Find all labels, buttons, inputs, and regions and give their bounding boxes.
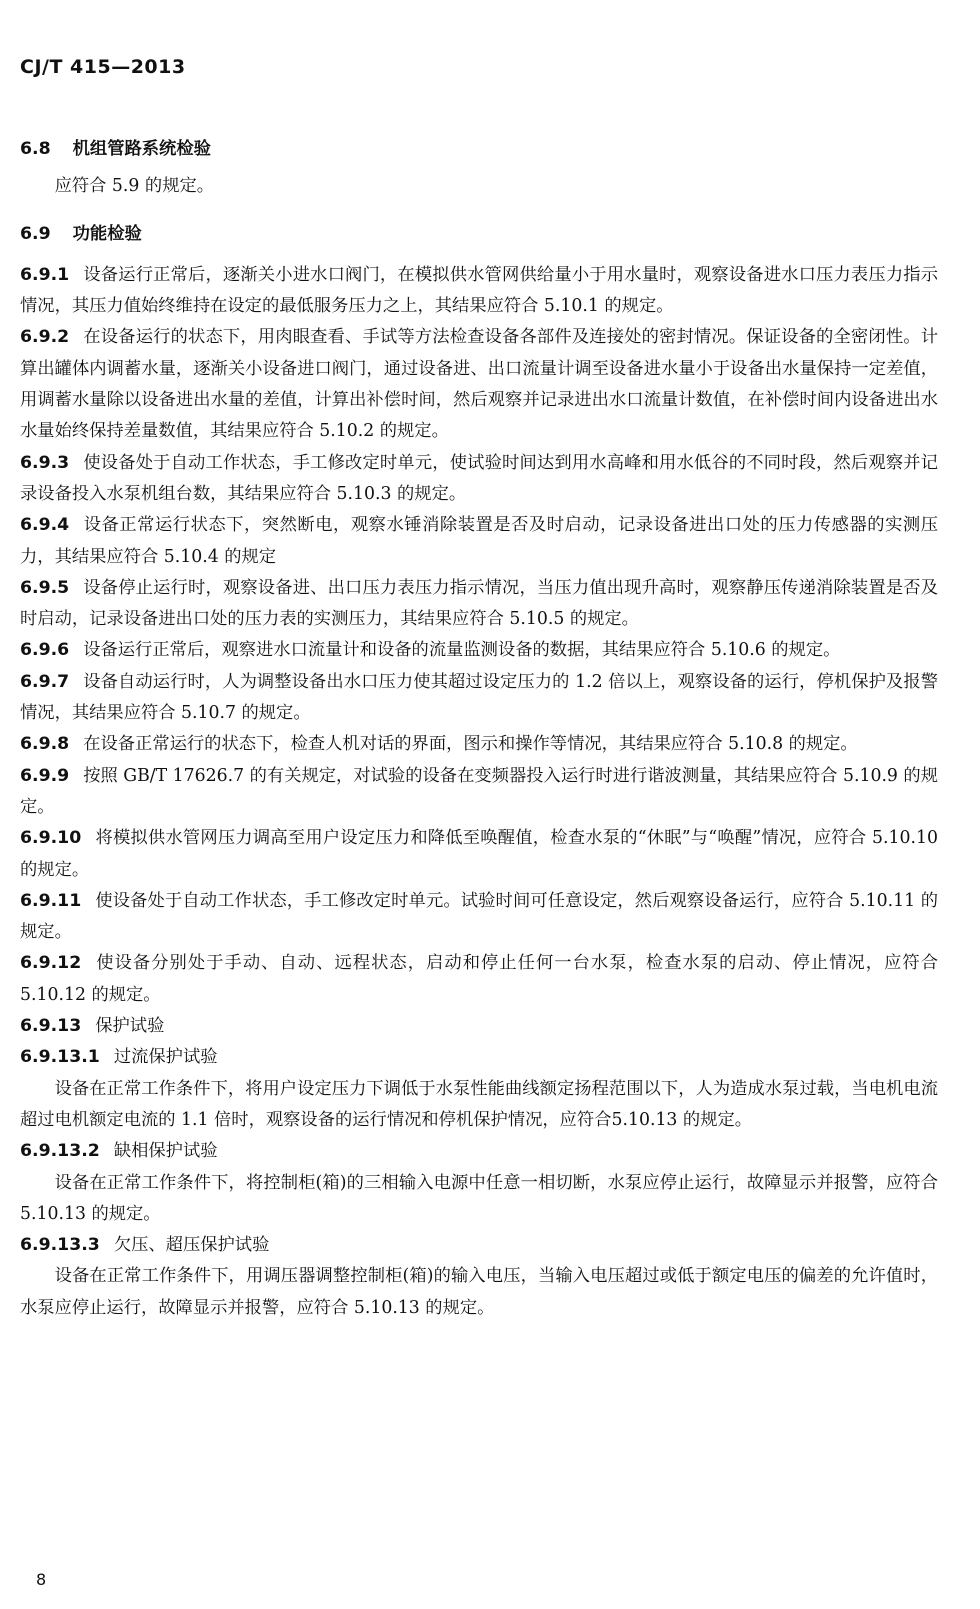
clause-text: 在设备正常运行的状态下，检查人机对话的界面，图示和操作等情况，其结果应符合 5.10.8 的规定。	[83, 734, 858, 755]
clause-number: 6.9.6	[20, 640, 70, 661]
clause-text: 按照 GB/T 17626.7 的有关规定，对试验的设备在变频器投入运行时进行谐波测量，其结果应符合 5.10.9 的规定。	[20, 765, 938, 817]
subclause-text: 设备在正常工作条件下，将控制柜(箱)的三相输入电源中任意一相切断，水泵应停止运行，故障显示并报警，应符合 5.10.13 的规定。	[20, 1172, 938, 1224]
clause-number: 6.9.1	[20, 264, 70, 285]
subclause-heading	[20, 1136, 938, 1167]
subclause-text: 设备在正常工作条件下，用调压器调整控制柜(箱)的输入电压，当输入电压超过或低于额定电压的偏差的允许值时，水泵应停止运行，故障显示并报警，应符合 5.10.13 的规定。	[20, 1266, 938, 1318]
clause-text: 设备运行正常后，逐渐关小进水口阀门，在模拟供水管网供给量小于用水量时，观察设备进水口压力表压力指示情况，其压力值始终维持在设定的最低服务压力之上，其结果应符合 5.10.1 的规定。	[20, 264, 938, 317]
subclause-heading	[20, 1230, 938, 1261]
clause-text: 设备停止运行时，观察设备进、出口压力表压力指示情况，当压力值出现升高时，观察静压传递消除装置是否及时启动，记录设备进出口处的压力表的实测压力，其结果应符合 5.10.5 的规定。	[20, 577, 938, 630]
clause-text: 设备自动运行时，人为调整设备出水口压力使其超过设定压力的 1.2 倍以上，观察设备的运行，停机保护及报警情况，其结果应符合 5.10.7 的规定。	[20, 671, 938, 724]
page-number: 8	[36, 1570, 47, 1589]
clause-paragraph	[20, 573, 938, 636]
clause-paragraph	[20, 823, 938, 886]
clause-paragraph	[20, 635, 938, 666]
document-body	[20, 128, 938, 1324]
section-6-9-13-heading	[20, 1011, 938, 1042]
clause-number: 6.9.9	[20, 765, 70, 786]
clause-text: 在设备运行的状态下，用肉眼查看、手试等方法检查设备各部件及连接处的密封情况。保证设备的全密闭性。计算出罐体内调蓄水量，逐渐关小设备进口阀门，通过设备进、出口流量计调至设备进水量小于设备出水量保持一定差值，用调蓄水量除以设备进出水量的差值，计算出补偿时间，然后观察并记录进出水口流量计数值，在补偿时间内设备进出水水量始终保持差量数值，其结果应符合 5.10.2 的规定。	[20, 327, 938, 442]
clause-text: 使设备处于自动工作状态，手工修改定时单元。试验时间可任意设定，然后观察设备运行，应符合 5.10.11 的规定。	[20, 890, 938, 943]
subclause-list	[20, 1042, 938, 1324]
subclause-heading	[20, 1042, 938, 1073]
clause-number: 6.9.11	[20, 890, 82, 911]
clause-text: 将模拟供水管网压力调高至用户设定压力和降低至唤醒值，检查水泵的“休眠”与“唤醒”情况，应符合 5.10.10 的规定。	[20, 828, 938, 880]
section-number: 6.9	[20, 223, 51, 244]
clause-text: 设备正常运行状态下，突然断电，观察水锤消除装置是否及时启动，记录设备进出口处的压力传感器的实测压力，其结果应符合 5.10.4 的规定	[20, 515, 938, 567]
subclause-title: 欠压、超压保护试验	[113, 1235, 270, 1256]
clause-number: 6.9.2	[20, 327, 70, 348]
subclause-text: 设备在正常工作条件下，将用户设定压力下调低于水泵性能曲线额定扬程范围以下，人为造成水泵过载，当电机电流超过电机额定电流的 1.1 倍时，观察设备的运行情况和停机保护情况，应符合5.10.13 的规定。	[20, 1078, 938, 1130]
clause-number: 6.9.12	[20, 953, 82, 974]
clause-text: 使设备处于自动工作状态，手工修改定时单元，使试验时间达到用水高峰和用水低谷的不同时段，然后观察并记录设备投入水泵机组台数，其结果应符合 5.10.3 的规定。	[20, 452, 938, 504]
section-6-8-heading	[20, 134, 938, 165]
standard-code: CJ/T 415—2013	[20, 56, 186, 78]
subclause-number: 6.9.13.1	[20, 1047, 100, 1068]
clause-list	[20, 260, 938, 1011]
clause-paragraph	[20, 761, 938, 824]
clause-number: 6.9.5	[20, 577, 70, 598]
subclause-number: 6.9.13.2	[20, 1141, 100, 1162]
subclause-title: 缺相保护试验	[113, 1141, 218, 1162]
clause-paragraph	[20, 322, 938, 447]
clause-number: 6.9.7	[20, 671, 70, 692]
clause-title: 保护试验	[95, 1016, 165, 1037]
clause-paragraph	[20, 886, 938, 949]
subclause-title: 过流保护试验	[113, 1047, 218, 1068]
clause-number: 6.9.10	[20, 828, 82, 849]
clause-paragraph	[20, 667, 938, 730]
clause-paragraph	[20, 510, 938, 573]
clause-paragraph	[20, 448, 938, 511]
clause-number: 6.9.4	[20, 515, 70, 536]
clause-paragraph	[20, 948, 938, 1011]
clause-text: 使设备分别处于手动、自动、远程状态，启动和停止任何一台水泵，检查水泵的启动、停止情况，应符合 5.10.12 的规定。	[20, 953, 938, 1005]
section-6-8-text: 应符合 5.9 的规定。	[54, 176, 215, 197]
clause-number: 6.9.8	[20, 734, 70, 755]
clause-number: 6.9.13	[20, 1016, 82, 1037]
subclause-number: 6.9.13.3	[20, 1235, 100, 1256]
clause-paragraph	[20, 260, 938, 323]
clause-paragraph	[20, 729, 938, 760]
section-title: 功能检验	[72, 223, 142, 244]
section-number: 6.8	[20, 139, 51, 159]
clause-number: 6.9.3	[20, 452, 70, 473]
section-title: 机组管路系统检验	[72, 139, 211, 159]
section-6-9-heading	[20, 219, 938, 250]
clause-text: 设备运行正常后，观察进水口流量计和设备的流量监测设备的数据，其结果应符合 5.10.6 的规定。	[83, 640, 841, 661]
